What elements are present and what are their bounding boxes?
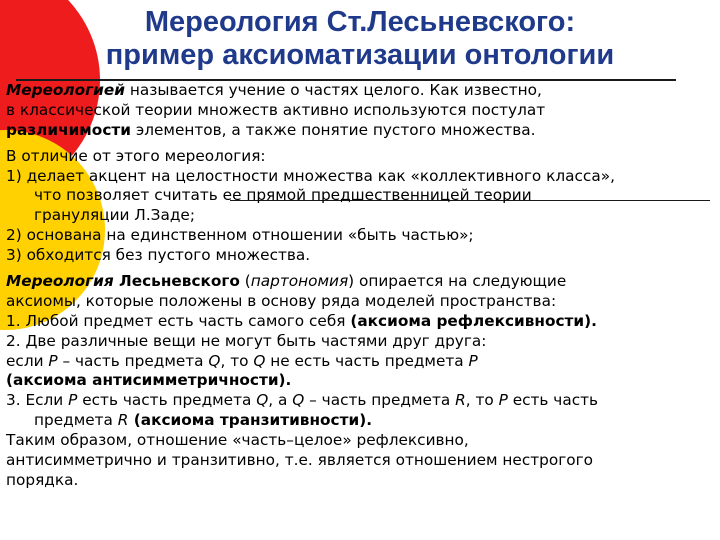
text-span: называется учение о частях целого. Как известно,	[124, 81, 542, 99]
paragraph-axioms	[6, 272, 718, 491]
paragraph-differences	[6, 147, 718, 266]
text-span: Лесьневского	[113, 272, 240, 291]
list-item: 3) обходится без пустого множества.	[6, 246, 311, 265]
text-line: В отличие от этого мереология:	[6, 146, 266, 165]
conclusion-line: Таким образом, отношение «часть–целое» рефлексивно,	[6, 431, 469, 450]
text-line	[6, 411, 718, 431]
text-span: если	[6, 351, 49, 370]
text-span: R	[455, 391, 466, 410]
text-span: Q	[253, 351, 266, 370]
text-span: P	[48, 351, 58, 370]
term-mereology-lesniewski: Мереология	[6, 272, 114, 291]
text-span: , то	[220, 351, 254, 370]
conclusion-line: антисимметрично и транзитивно, т.е. является отношением нестрогого	[6, 451, 594, 470]
term-partonomy: партономия	[250, 272, 349, 291]
text-line: в классической теории множеств активно используются постулат	[6, 100, 546, 119]
text-span: P	[68, 391, 78, 410]
axiom-reflexivity	[6, 312, 718, 332]
text-line: грануляции Л.Заде;	[34, 206, 195, 225]
text-span: P	[498, 391, 508, 410]
text-span: не есть часть предмета	[265, 351, 469, 370]
text-span: Q	[208, 351, 221, 370]
text-line: аксиомы, которые положены в основу ряда моделей пространства:	[6, 291, 557, 310]
text-line	[6, 352, 718, 372]
text-span: R	[117, 411, 129, 430]
text-span: Q	[256, 391, 269, 410]
text-span: элементов, а также понятие пустого множества.	[130, 120, 536, 139]
title-line-2: пример аксиоматизации онтологии	[105, 39, 615, 71]
title-line-1: Мереология Ст.Лесьневского:	[144, 6, 576, 38]
axiom-transitivity	[6, 391, 718, 411]
slide-body	[6, 81, 718, 491]
axiom-antisymmetry: 2. Две различные вещи не могут быть частями друг друга:	[6, 331, 487, 350]
slide-title	[0, 6, 720, 72]
text-span: (аксиома транзитивности).	[128, 411, 373, 430]
text-span: – часть предмета	[304, 391, 456, 410]
text-line: что позволяет считать ее прямой предшественницей теории	[34, 186, 532, 205]
list-item: 1) делает акцент на целостности множества как «коллективного класса»,	[6, 166, 615, 185]
text-span: (аксиома антисимметричности).	[6, 371, 292, 390]
paragraph-definition	[6, 81, 718, 141]
text-span: (	[239, 272, 251, 291]
text-span: – часть предмета	[57, 351, 209, 370]
text-span: P	[468, 351, 478, 370]
text-span: предмета	[34, 411, 118, 430]
conclusion-line: порядка.	[6, 470, 79, 489]
text-span: ) опирается на следующие	[348, 272, 567, 291]
term-distinctness: различимости	[6, 120, 131, 139]
text-span: (аксиома рефлексивности).	[350, 311, 597, 330]
text-span: Q	[292, 391, 305, 410]
text-span: 3. Если	[6, 391, 69, 410]
term-mereology: Мереологией	[6, 81, 125, 99]
text-span: 1. Любой предмет есть часть самого себя	[6, 311, 351, 330]
text-span: есть часть предмета	[77, 391, 257, 410]
text-span: , то	[465, 391, 499, 410]
list-item: 2) основана на единственном отношении «быть частью»;	[6, 226, 474, 245]
text-span: , а	[268, 391, 293, 410]
text-span: есть часть	[507, 391, 599, 410]
